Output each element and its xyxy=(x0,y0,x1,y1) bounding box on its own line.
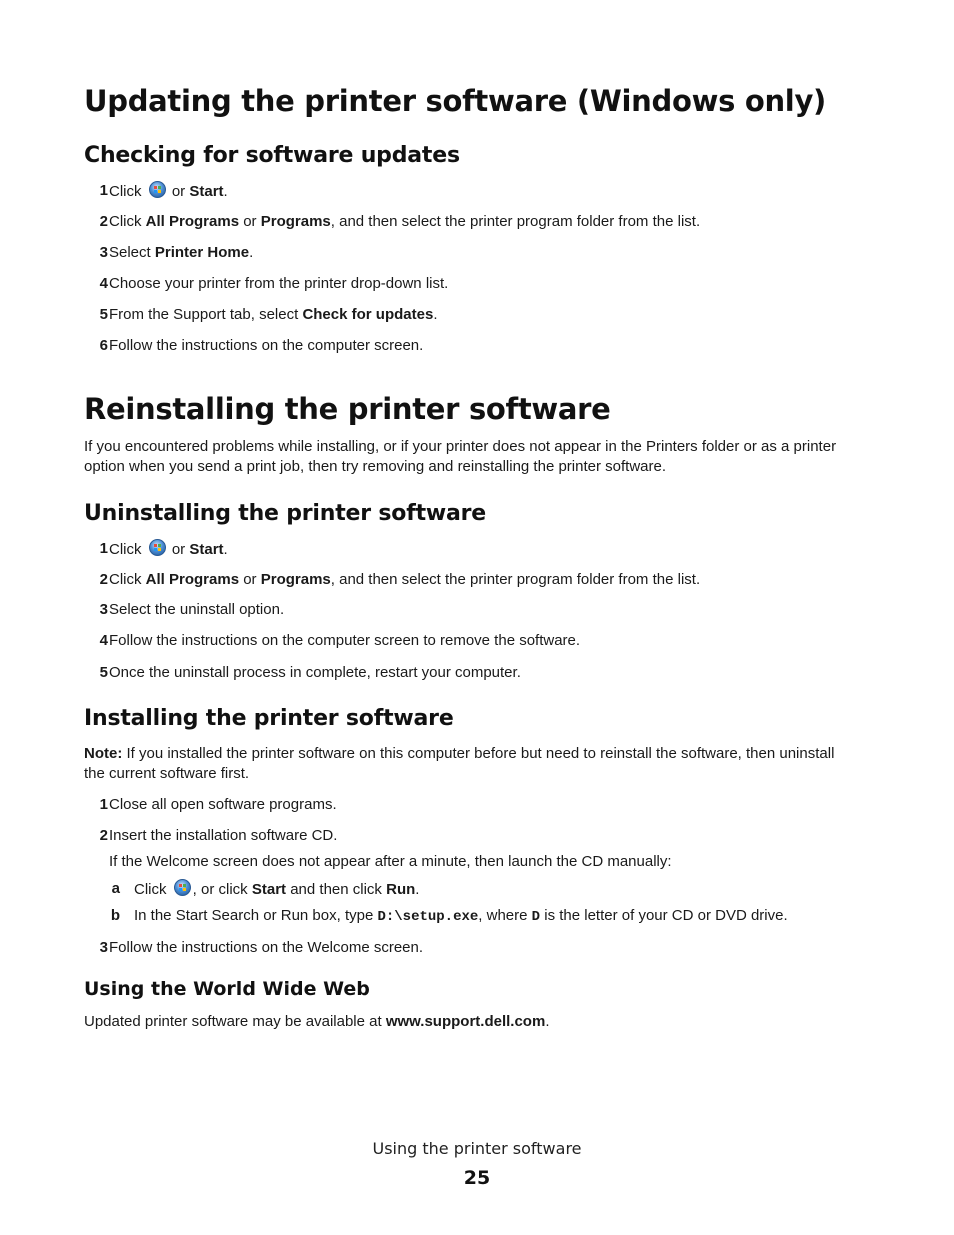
heading-web: Using the World Wide Web xyxy=(84,978,370,1000)
uninstall-step-2: 2 Click All Programs or Programs, and then select the printer program folder from the list. xyxy=(99,571,701,588)
heading-uninstalling: Uninstalling the printer software xyxy=(84,501,487,526)
heading-updating: Updating the printer software (Windows only) xyxy=(84,84,827,118)
checking-step-2: 2 Click All Programs or Programs, and then select the printer program folder from the list. xyxy=(99,213,701,230)
heading-reinstalling: Reinstalling the printer software xyxy=(84,392,611,426)
reinstalling-intro: If you encountered problems while installing, or if your printer does not appear in the Printers folder or as a printer option when you send a print job, then try removing and reinstalling the printer software. xyxy=(84,438,837,475)
uninstall-step-1: 1 Click or Start. xyxy=(99,540,228,558)
install-step-3: 3 Follow the instructions on the Welcome screen. xyxy=(99,939,424,956)
uninstall-step-5: 5 Once the uninstall process in complete, restart your computer. xyxy=(99,664,521,681)
checking-step-1: 1 Click or Start. xyxy=(99,182,228,200)
windows-start-icon xyxy=(149,181,166,198)
checking-step-5: 5 From the Support tab, select Check for updates. xyxy=(99,306,438,323)
footer-title: Using the printer software xyxy=(372,1139,582,1158)
page-number: 25 xyxy=(463,1167,491,1189)
heading-checking: Checking for software updates xyxy=(84,143,460,168)
install-substep-a: a Click , or click Start and then click Run. xyxy=(111,880,420,898)
windows-start-icon xyxy=(174,879,191,896)
install-step-1: 1 Close all open software programs. xyxy=(99,796,337,813)
support-url: www.support.dell.com xyxy=(385,1013,546,1030)
uninstall-step-3: 3 Select the uninstall option. xyxy=(99,601,285,618)
checking-step-4: 4 Choose your printer from the printer drop-down list. xyxy=(99,275,449,292)
windows-start-icon xyxy=(149,539,166,556)
checking-step-3: 3 Select Printer Home. xyxy=(99,244,254,261)
checking-step-6: 6 Follow the instructions on the computer screen. xyxy=(99,337,424,354)
uninstall-step-4: 4 Follow the instructions on the computer screen to remove the software. xyxy=(99,632,581,649)
install-step-2: 2 Insert the installation software CD. xyxy=(99,827,338,844)
web-paragraph: Updated printer software may be available at www.support.dell.com. xyxy=(84,1013,550,1030)
install-substep-b: b In the Start Search or Run box, type D:\setup.exe, where D is the letter of your CD or DVD drive. xyxy=(110,907,788,925)
install-note: Note: If you installed the printer software on this computer before but need to reinstall the software, then uninstall the current software first. xyxy=(84,745,835,782)
heading-installing: Installing the printer software xyxy=(84,706,454,731)
